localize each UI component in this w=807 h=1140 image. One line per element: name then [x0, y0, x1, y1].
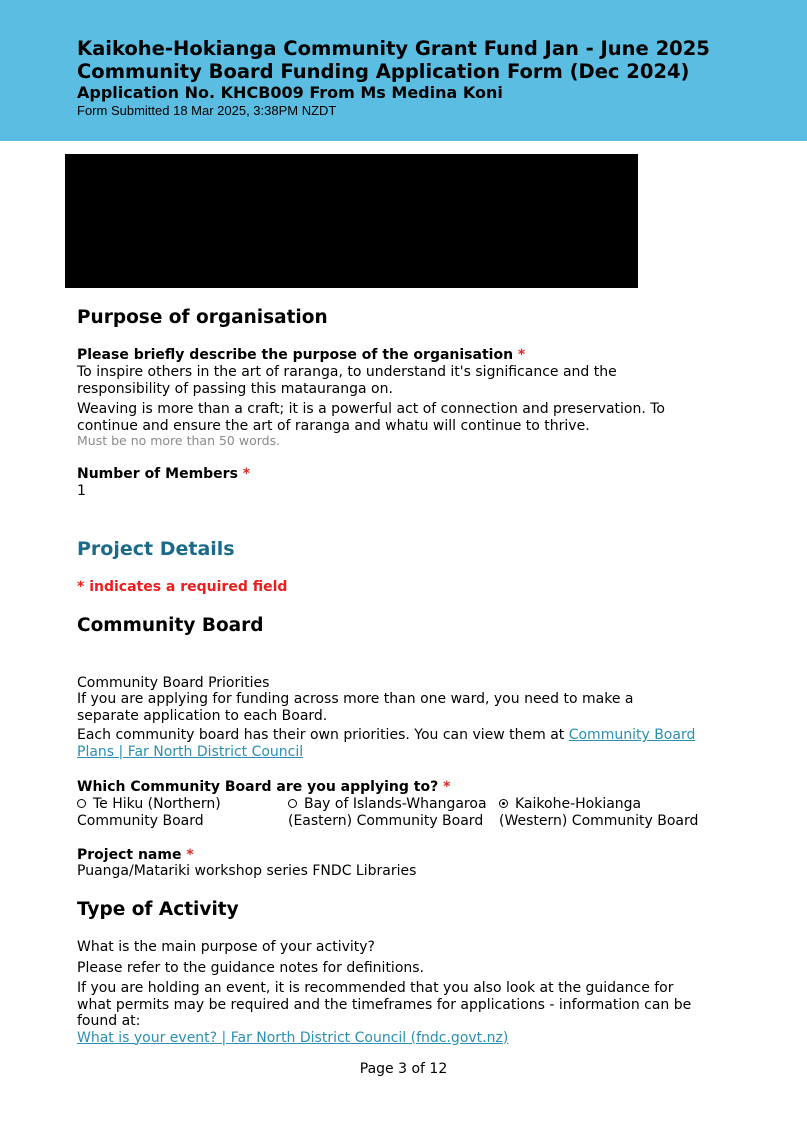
required-asterisk: *: [517, 347, 526, 363]
event-guidance-text: [77, 980, 707, 1046]
purpose-answer-p2: Weaving is more than a craft; it is a powerful act of connection and preservation. To continue and ensure the art of raranga and whatu will continue to thrive.: [77, 401, 665, 434]
members-question-label: Number of Members: [77, 466, 238, 482]
members-value: 1: [77, 483, 86, 499]
event-info-link[interactable]: What is your event? | Far North District Council (fndc.govt.nz): [77, 1029, 509, 1046]
required-asterisk: *: [443, 779, 451, 795]
required-asterisk: *: [242, 466, 251, 482]
board-priorities-intro: Each community board has their own priorities. You can view them at: [77, 727, 569, 743]
board-priorities-text: [77, 727, 697, 760]
event-guidance-body: If you are holding an event, it is recommended that you also look at the guidance for what permits may be required and the timeframes for applications - information can be found at:: [77, 980, 692, 1029]
purpose-answer-p1: To inspire others in the art of raranga, to understand it's significance and the responsibility of passing this matauranga on.: [77, 364, 617, 397]
type-of-activity-heading: Type of Activity: [77, 899, 239, 920]
separate-application-note: If you are applying for funding across more than one ward, you need to make a separate application to each Board.: [77, 691, 634, 724]
radio-button-icon[interactable]: [77, 799, 86, 808]
guidance-note: Please refer to the guidance notes for definitions.: [77, 960, 424, 976]
form-title-line2: Community Board Funding Application Form (Dec 2024): [77, 60, 690, 83]
project-name-question: [77, 847, 194, 864]
community-board-heading: Community Board: [77, 615, 264, 636]
purpose-question-label: Please briefly describe the purpose of the organisation: [77, 347, 514, 363]
radio-button-selected-icon[interactable]: [499, 799, 508, 808]
board-option-western[interactable]: [499, 796, 710, 829]
board-radio-group: [77, 796, 710, 829]
board-priorities-label: Community Board Priorities: [77, 675, 270, 691]
submitted-timestamp: Form Submitted 18 Mar 2025, 3:38PM NZDT: [77, 103, 337, 118]
redacted-block: [65, 154, 638, 288]
required-field-note: * indicates a required field: [77, 579, 288, 595]
page-number: Page 3 of 12: [359, 1061, 448, 1077]
application-number: Application No. KHCB009 From Ms Medina Koni: [77, 83, 503, 102]
purpose-question: [77, 347, 525, 364]
word-limit-hint: Must be no more than 50 words.: [77, 433, 281, 448]
board-question: [77, 779, 450, 796]
board-option-label: Bay of Islands-Whangaroa (Eastern) Community Board: [288, 796, 487, 829]
members-question: [77, 466, 250, 483]
board-option-eastern[interactable]: [288, 796, 499, 829]
radio-button-icon[interactable]: [288, 799, 297, 808]
project-details-heading: Project Details: [77, 538, 235, 560]
project-name-value: Puanga/Matariki workshop series FNDC Libraries: [77, 863, 417, 879]
board-option-label: Te Hiku (Northern) Community Board: [77, 796, 221, 829]
page-header: [0, 0, 807, 141]
board-option-northern[interactable]: [77, 796, 288, 829]
activity-purpose-question: What is the main purpose of your activity?: [77, 939, 375, 955]
project-name-label: Project name: [77, 847, 182, 863]
purpose-heading: Purpose of organisation: [77, 307, 328, 328]
board-question-label: Which Community Board are you applying to?: [77, 779, 439, 795]
form-title-line1: Kaikohe-Hokianga Community Grant Fund Jan - June 2025: [77, 37, 710, 60]
required-asterisk: *: [186, 847, 194, 863]
board-plans-link[interactable]: Community Board Plans | Far North District Council: [77, 727, 696, 760]
board-option-label: Kaikohe-Hokianga (Western) Community Board: [499, 796, 699, 829]
